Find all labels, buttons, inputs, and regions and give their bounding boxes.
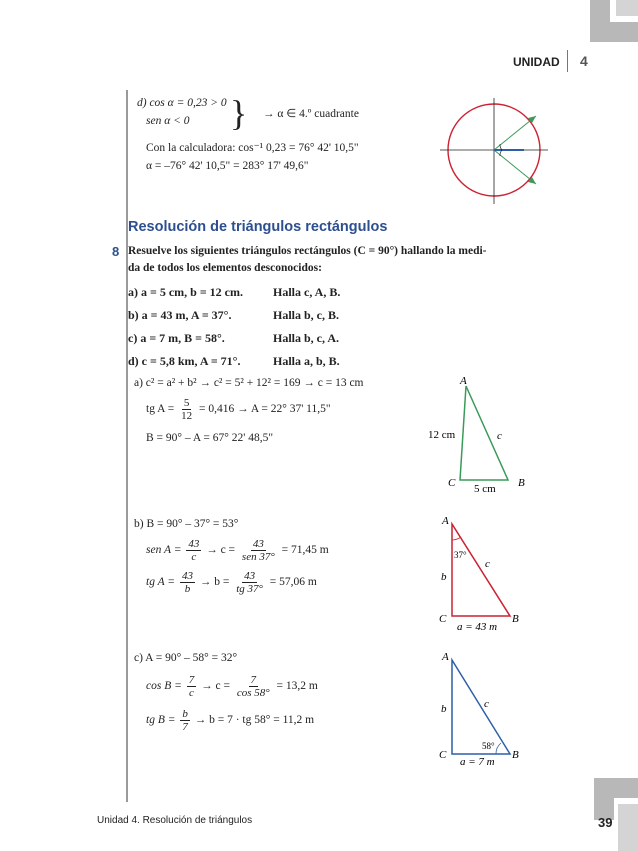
sol-c-line2-mid: → c = [201, 680, 230, 693]
sol-a-line3: B = 90° – A = 67° 22' 48,5" [146, 432, 274, 444]
fraction-den: c [189, 687, 194, 699]
fraction-num: 7 [188, 674, 195, 686]
vertex-b: B [512, 749, 519, 761]
angle-label: 37° [454, 550, 467, 560]
left-margin-bar [126, 90, 128, 802]
corner-decoration-top [560, 0, 638, 80]
vertex-c: C [439, 613, 447, 625]
fraction-num: 43 [181, 570, 193, 582]
sol-c-line2-pre: cos B = [146, 680, 182, 693]
sol-b-line3-mid: → b = [199, 576, 230, 589]
side-b-label: 12 cm [428, 429, 456, 441]
side-c-label: c [485, 558, 490, 570]
fraction-num: b [182, 708, 188, 720]
d-line2: sen α < 0 [146, 115, 190, 127]
header-divider [567, 50, 568, 72]
fraction [240, 538, 277, 563]
fraction [234, 570, 265, 595]
side-c-label: c [484, 698, 489, 710]
triangle-c-diagram [430, 648, 540, 768]
vertex-a: A [460, 375, 467, 387]
item-d-find: Halla a, b, B. [273, 354, 340, 368]
item-c-find: Halla b, c, A. [273, 331, 340, 345]
vertex-a: A [442, 515, 449, 527]
exercise-statement-line2: da de todos los elementos desconocidos: [128, 262, 322, 274]
sol-b-line2 [146, 538, 329, 563]
vertex-c: C [448, 477, 456, 489]
fraction-den: c [191, 551, 197, 563]
side-b-label: b [441, 703, 447, 715]
vertex-b: B [518, 477, 525, 489]
page-number: 39 [598, 815, 613, 830]
sol-a-line2-pre: tg A = [146, 403, 175, 416]
fraction-den: 7 [182, 721, 188, 733]
exercise-statement-line1: Resuelve los siguientes triángulos rectángulos (C = 90°) hallando la medi- [128, 245, 487, 257]
fraction-den: b [184, 583, 191, 595]
item-c-given: c) a = 7 m, B = 58°. [128, 331, 225, 345]
sol-c-line3 [146, 708, 314, 733]
section-title: Resolución de triángulos rectángulos [128, 219, 388, 235]
fraction-num: 43 [188, 538, 200, 550]
sol-b-line3 [146, 570, 317, 595]
item-b-find: Halla b, c, B. [273, 308, 340, 322]
fraction-num: 5 [183, 397, 190, 409]
sol-c-line2 [146, 674, 318, 699]
vertex-a: A [442, 651, 449, 663]
fraction-den: 12 [181, 410, 193, 422]
sol-a-line2-post: = 0,416 → A = 22° 37' 11,5" [198, 403, 331, 416]
unit-label: UNIDAD [513, 55, 560, 69]
item-b-given: b) a = 43 m, A = 37°. [128, 308, 232, 322]
item-a-given: a) a = 5 cm, b = 12 cm. [128, 285, 243, 299]
sol-c-line2-post: = 13,2 m [276, 680, 318, 693]
side-a-label: 5 cm [474, 483, 496, 495]
unit-number: 4 [580, 53, 588, 69]
footer-text: Unidad 4. Resolución de triángulos [97, 815, 253, 826]
side-a-label: a = 7 m [460, 756, 495, 768]
triangle-a-diagram [420, 372, 550, 497]
fraction-den: cos 58° [236, 687, 270, 699]
vertex-c: C [439, 749, 447, 761]
item-d-given: d) c = 5,8 km, A = 71°. [128, 354, 241, 368]
side-c-label: c [497, 430, 502, 442]
sol-b-line3-pre: tg A = [146, 576, 176, 589]
fraction-num: 7 [250, 674, 256, 686]
fraction [179, 397, 194, 422]
item-a-find: Halla c, A, B. [273, 285, 341, 299]
unit-circle-diagram [436, 90, 556, 212]
fraction-num: 43 [244, 570, 256, 582]
sol-b-line1: b) B = 90° – 37° = 53° [134, 518, 239, 530]
sol-b-line2-mid: → c = [206, 544, 236, 557]
exercise-number: 8 [112, 244, 120, 259]
sol-a-line2 [146, 397, 331, 422]
fraction [180, 570, 195, 595]
fraction [235, 674, 272, 699]
d-calc: Con la calculadora: cos⁻¹ 0,23 = 76° 42' 10,5" [146, 142, 359, 154]
vertex-b: B [512, 613, 519, 625]
sol-c-line3-pre: tg B = [146, 714, 176, 727]
sol-c-line1: c) A = 90° – 58° = 32° [134, 652, 238, 664]
d-line1: d) cos α = 0,23 > 0 [137, 97, 227, 109]
angle-label: 58° [482, 741, 495, 751]
fraction-den: tg 37° [236, 583, 263, 595]
side-b-label: b [441, 571, 447, 583]
fraction [186, 538, 201, 563]
sol-a-line1: a) c² = a² + b² → c² = 5² + 12² = 169 → c = 13 cm [134, 377, 364, 389]
sol-c-line3-post: → b = 7 · tg 58° = 11,2 m [194, 714, 315, 727]
sol-b-line2-post: = 71,45 m [281, 544, 329, 557]
sol-b-line2-pre: sen A = [146, 544, 182, 557]
triangle-b-diagram [430, 510, 540, 636]
fraction-num: 43 [252, 538, 264, 550]
fraction-den: sen 37° [241, 551, 275, 563]
d-alpha: α = –76° 42' 10,5" = 283° 17' 49,6" [146, 160, 309, 172]
d-arrow: → α ∈ 4.º cuadrante [263, 108, 359, 120]
fraction [180, 708, 190, 733]
sol-b-line3-post: = 57,06 m [269, 576, 317, 589]
d-brace: } [230, 93, 248, 133]
side-a-label: a = 43 m [457, 621, 498, 633]
fraction [187, 674, 197, 699]
